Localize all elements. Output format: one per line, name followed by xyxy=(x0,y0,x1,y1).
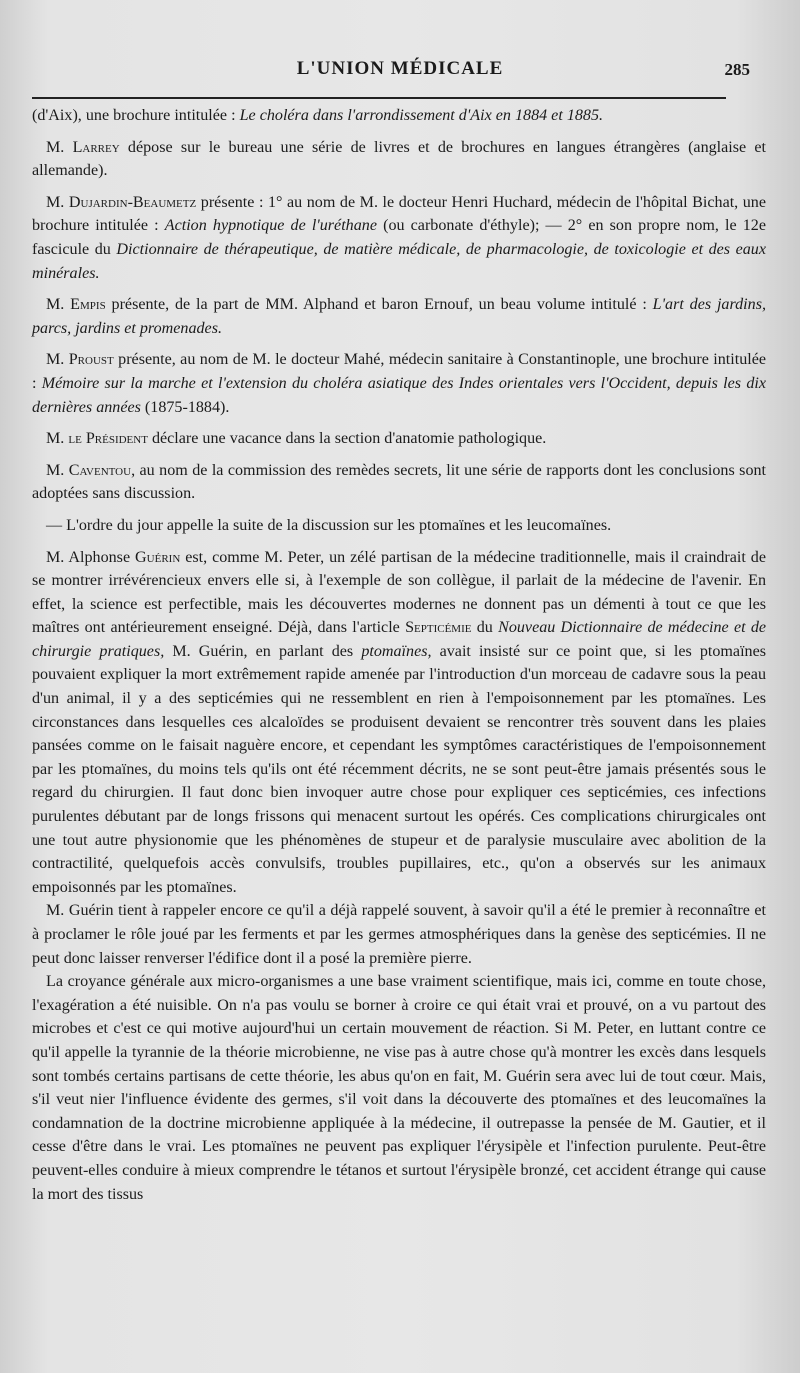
italic-title-run: L'art des jardins, parcs, jardins et promenades. xyxy=(32,296,766,337)
text-run: présente, au nom de M. le docteur Mahé, médecin sanitaire à Constantinople, une brochure intitulée : xyxy=(32,351,766,392)
paragraph-dujardin-beaumetz xyxy=(32,191,766,285)
text-run: (ou carbonate d'éthyle); — 2° en son propre nom, le 12e fascicule du xyxy=(32,217,766,258)
paragraph-larrey xyxy=(32,136,766,183)
text-run: M. xyxy=(46,461,69,479)
paragraph-croyance-generale xyxy=(32,970,766,1206)
small-caps-name-run: Guérin xyxy=(135,548,181,566)
italic-title-run: ptomaïnes, xyxy=(361,642,432,660)
small-caps-name-run: Caventou xyxy=(68,461,132,479)
running-title: L'UNION MÉDICALE xyxy=(296,58,504,79)
italic-title-run: Nouveau Dictionnaire de médecine et de chirurgie pratiques, xyxy=(32,619,767,660)
text-run: présente, de la part de MM. Alphand et baron Ernouf, un beau volume intitulé : xyxy=(105,296,653,314)
italic-title-run: Le choléra dans l'arrondissement d'Aix en 1884 et 1885. xyxy=(239,107,604,124)
paragraph-guerin-ferments xyxy=(32,899,766,970)
paragraph-ordre-du-jour xyxy=(32,514,766,538)
text-run: M. Guérin tient à rappeler encore ce qu'il a déjà rappelé souvent, à savoir qu'il a été le premier à reconnaître et à proclamer le rôle joué par les ferments et par les germes atmosphériques dans la genèse des septicémies. Il ne peut donc laisser renverser l'édifice dont il a posé la première pierre. xyxy=(32,902,766,967)
text-run: déclare une vacance dans la section d'anatomie pathologique. xyxy=(147,430,547,448)
text-run: M. Guérin, en parlant des xyxy=(164,642,362,660)
small-caps-name-run: Proust xyxy=(68,351,114,369)
italic-title-run: Mémoire sur la marche et l'extension du choléra asiatique des Indes orientales vers l'Occident, depuis les dix dernières années xyxy=(32,374,766,416)
text-run: — L'ordre du jour appelle la suite de la discussion sur les ptomaïnes et les leucomaïnes. xyxy=(46,516,612,534)
text-run: M. xyxy=(46,193,69,211)
article-body xyxy=(32,104,766,1206)
paragraph-guerin-intro xyxy=(32,546,766,900)
paragraph-proust xyxy=(32,348,766,419)
text-run: M. xyxy=(46,430,69,448)
text-run: M. xyxy=(46,138,73,156)
small-caps-name-run: le Président xyxy=(68,430,148,448)
text-run: M. Alphonse xyxy=(46,548,136,566)
text-run: avait insisté sur ce point que, si les ptomaïnes pouvaient expliquer la mort extrêmement rapide amenée par l'introduction d'un morceau de cadavre sous la peau d'un animal, il y a des septicémies qui ne ressemblent en rien à l'empoisonnement par les ptomaïnes. Les circonstances dans lesquelles ces alcaloïdes se produisent devaient se rencontrer très souvent dans les plaies pansées comme on le faisait naguère encore, et cependant les symptômes caractéristiques de l'empoisonnement par les ptomaïnes, du moins tels qu'ils ont été récemment décrits, ne se sont peut-être jamais présentés sous le regard du chirurgien. Il faut donc bien invoquer autre chose pour expliquer ces septicémies, ces infections purulentes débutant par de longs frissons qui menacent surtout les opérés. Ces complications chirurgicales ont une tout autre physionomie que les phénomènes de stupeur et de paralysie musculaire avec abolition de la contractilité, quelquefois accès convulsifs, troubles pupillaires, etc., qu'on a observés sur les animaux empoisonnés par les ptomaïnes. xyxy=(32,642,766,896)
small-caps-name-run: Larrey xyxy=(72,138,120,156)
text-run: (1875-1884). xyxy=(140,398,230,416)
italic-title-run: Action hypnotique de l'uréthane xyxy=(164,217,377,235)
page-number: 285 xyxy=(724,60,750,79)
italic-title-run: Dictionnaire de thérapeutique, de matière médicale, de pharmacologie, de toxicologie et des eaux minérales. xyxy=(32,240,767,282)
small-caps-name-run: Empis xyxy=(70,296,106,314)
paragraph-empis xyxy=(32,293,766,340)
header-rule xyxy=(32,97,726,99)
page-header xyxy=(30,58,770,84)
text-run: M. xyxy=(46,351,69,369)
text-run: dépose sur le bureau une série de livres et de brochures en langues étrangères (anglaise et allemande). xyxy=(32,138,766,180)
text-run: est, comme M. Peter, un zélé partisan de la médecine traditionnelle, mais il craindrait de se montrer irrévérencieux envers elle si, à l'exemple de son collègue, il parlait de la médecine de l'avenir. En effet, la science est perfectible, mais les découvertes modernes ne donnent pas un démenti à tout ce que les maîtres ont antérieurement enseigné. Déjà, dans l'article xyxy=(32,548,766,637)
paragraph-caventou xyxy=(32,459,766,506)
small-caps-name-run: Septicémie xyxy=(405,619,472,637)
small-caps-name-run: Dujardin-Beaumetz xyxy=(68,193,197,211)
paragraph-brochure-aix xyxy=(32,104,766,128)
text-run: du xyxy=(471,619,499,637)
paragraph-president xyxy=(32,427,766,451)
text-run: (d'Aix), une brochure intitulée : xyxy=(32,107,240,124)
text-run: La croyance générale aux micro-organismes a une base vraiment scientifique, mais ici, comme en toute chose, l'exagération a été nuisible. On n'a pas voulu se borner à croire ce qui était vrai et prouvé, on a vu partout des microbes et c'est ce qui motive aujourd'hui un certain mouvement de réaction. Si M. Peter, en luttant contre ce qu'il appelle la tyrannie de la théorie microbienne, ne vise pas à autre chose qu'à montrer les excès dans lesquels sont tombés certains partisans de cette théorie, les abus qu'on en fait, M. Guérin sera avec lui de tout cœur. Mais, s'il veut nier l'influence évidente des germes, s'il voit dans la découverte des ptomaïnes et des leucomaïnes la condamnation de la doctrine microbienne appliquée à la médecine, il outrepasse la pensée de M. Gautier, et il cesse d'être dans le vrai. Les ptomaïnes ne peuvent pas expliquer l'érysipèle et l'infection purulente. Peut-être peuvent-elles conduire à mieux comprendre le tétanos et surtout l'érysipèle bronzé, cet accident étrange qui cause la mort des tissus xyxy=(32,973,766,1203)
text-run: M. xyxy=(46,296,71,314)
text-run: , au nom de la commission des remèdes secrets, lit une série de rapports dont les conclusions sont adoptées sans discussion. xyxy=(32,461,767,503)
text-run: présente : 1° au nom de M. le docteur Henri Huchard, médecin de l'hôpital Bichat, une brochure intitulée : xyxy=(32,193,766,235)
